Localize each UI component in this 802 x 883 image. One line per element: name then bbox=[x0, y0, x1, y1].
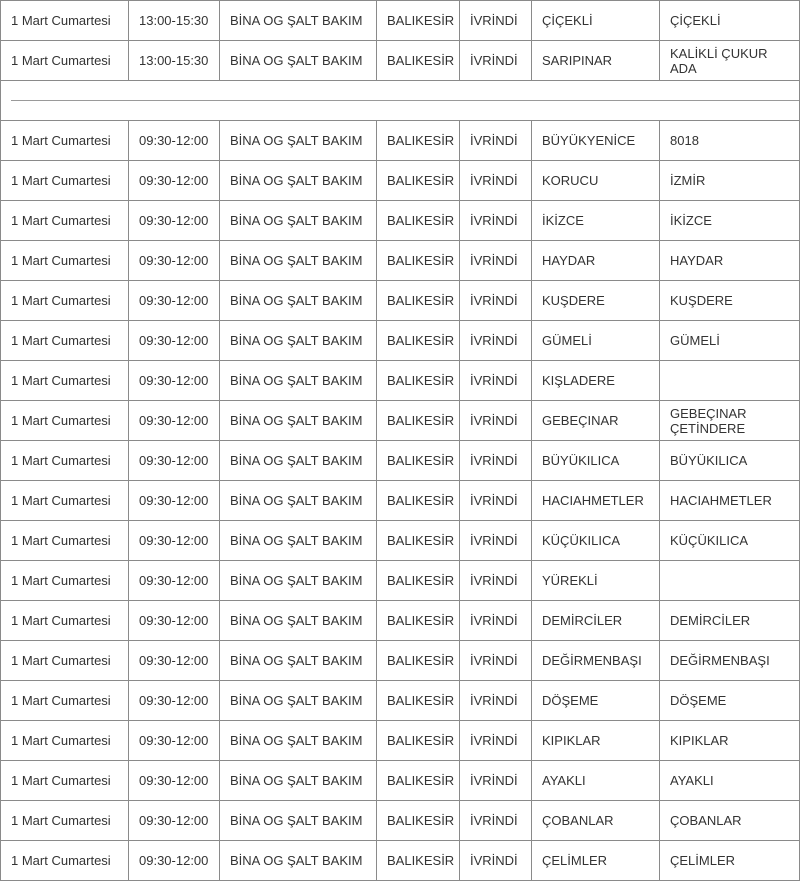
table-row bbox=[0, 601, 800, 641]
time-cell: 09:30-12:00 bbox=[129, 601, 220, 641]
district-cell: İVRİNDİ bbox=[460, 641, 532, 681]
street-cell: DÖŞEME bbox=[660, 681, 800, 721]
street-cell: HAYDAR bbox=[660, 241, 800, 281]
street-cell: GÜMELİ bbox=[660, 321, 800, 361]
time-cell: 09:30-12:00 bbox=[129, 321, 220, 361]
district-cell: İVRİNDİ bbox=[460, 41, 532, 81]
street-cell: 8018 bbox=[660, 121, 800, 161]
date-cell: 1 Mart Cumartesi bbox=[0, 521, 129, 561]
neighborhood-cell: YÜREKLİ bbox=[532, 561, 660, 601]
neighborhood-cell: KÜÇÜKILICA bbox=[532, 521, 660, 561]
work-type-cell: BİNA OG ŞALT BAKIM bbox=[220, 641, 377, 681]
city-cell: BALIKESİR bbox=[377, 241, 460, 281]
city-cell: BALIKESİR bbox=[377, 201, 460, 241]
time-cell: 09:30-12:00 bbox=[129, 681, 220, 721]
city-cell: BALIKESİR bbox=[377, 41, 460, 81]
neighborhood-cell: KORUCU bbox=[532, 161, 660, 201]
table-row bbox=[0, 521, 800, 561]
street-cell bbox=[660, 561, 800, 601]
street-cell: ÇELİMLER bbox=[660, 841, 800, 881]
district-cell: İVRİNDİ bbox=[460, 841, 532, 881]
city-cell: BALIKESİR bbox=[377, 521, 460, 561]
time-cell: 09:30-12:00 bbox=[129, 401, 220, 441]
work-type-cell: BİNA OG ŞALT BAKIM bbox=[220, 401, 377, 441]
work-type-cell: BİNA OG ŞALT BAKIM bbox=[220, 561, 377, 601]
table-row bbox=[0, 401, 800, 441]
neighborhood-cell: BÜYÜKILICA bbox=[532, 441, 660, 481]
district-cell: İVRİNDİ bbox=[460, 801, 532, 841]
table-row bbox=[0, 441, 800, 481]
neighborhood-cell: İKİZCE bbox=[532, 201, 660, 241]
time-cell: 09:30-12:00 bbox=[129, 561, 220, 601]
table-row bbox=[0, 241, 800, 281]
table-row bbox=[0, 561, 800, 601]
date-cell: 1 Mart Cumartesi bbox=[0, 201, 129, 241]
date-cell: 1 Mart Cumartesi bbox=[0, 601, 129, 641]
street-cell: KIPIKLAR bbox=[660, 721, 800, 761]
table-row bbox=[0, 801, 800, 841]
neighborhood-cell: KUŞDERE bbox=[532, 281, 660, 321]
work-type-cell: BİNA OG ŞALT BAKIM bbox=[220, 681, 377, 721]
neighborhood-cell: HACIAHMETLER bbox=[532, 481, 660, 521]
work-type-cell: BİNA OG ŞALT BAKIM bbox=[220, 361, 377, 401]
district-cell: İVRİNDİ bbox=[460, 441, 532, 481]
neighborhood-cell: SARIPINAR bbox=[532, 41, 660, 81]
street-cell: ÇOBANLAR bbox=[660, 801, 800, 841]
table-row bbox=[0, 361, 800, 401]
neighborhood-cell: DEĞİRMENBAŞI bbox=[532, 641, 660, 681]
time-cell: 09:30-12:00 bbox=[129, 281, 220, 321]
city-cell: BALIKESİR bbox=[377, 121, 460, 161]
table-row bbox=[0, 841, 800, 881]
date-cell: 1 Mart Cumartesi bbox=[0, 441, 129, 481]
neighborhood-cell: HAYDAR bbox=[532, 241, 660, 281]
street-cell: AYAKLI bbox=[660, 761, 800, 801]
street-cell: İKİZCE bbox=[660, 201, 800, 241]
district-cell: İVRİNDİ bbox=[460, 161, 532, 201]
date-cell: 1 Mart Cumartesi bbox=[0, 481, 129, 521]
neighborhood-cell: AYAKLI bbox=[532, 761, 660, 801]
neighborhood-cell: BÜYÜKYENİCE bbox=[532, 121, 660, 161]
horizontal-rule bbox=[11, 100, 799, 101]
table-row bbox=[0, 201, 800, 241]
city-cell: BALIKESİR bbox=[377, 641, 460, 681]
street-cell: HACIAHMETLER bbox=[660, 481, 800, 521]
date-cell: 1 Mart Cumartesi bbox=[0, 121, 129, 161]
district-cell: İVRİNDİ bbox=[460, 121, 532, 161]
district-cell: İVRİNDİ bbox=[460, 481, 532, 521]
work-type-cell: BİNA OG ŞALT BAKIM bbox=[220, 841, 377, 881]
street-cell: GEBEÇINAR ÇETİNDERE bbox=[660, 401, 800, 441]
district-cell: İVRİNDİ bbox=[460, 761, 532, 801]
work-type-cell: BİNA OG ŞALT BAKIM bbox=[220, 161, 377, 201]
date-cell: 1 Mart Cumartesi bbox=[0, 1, 129, 41]
date-cell: 1 Mart Cumartesi bbox=[0, 321, 129, 361]
time-cell: 13:00-15:30 bbox=[129, 1, 220, 41]
date-cell: 1 Mart Cumartesi bbox=[0, 161, 129, 201]
city-cell: BALIKESİR bbox=[377, 761, 460, 801]
district-cell: İVRİNDİ bbox=[460, 601, 532, 641]
district-cell: İVRİNDİ bbox=[460, 1, 532, 41]
city-cell: BALIKESİR bbox=[377, 721, 460, 761]
city-cell: BALIKESİR bbox=[377, 681, 460, 721]
district-cell: İVRİNDİ bbox=[460, 521, 532, 561]
time-cell: 09:30-12:00 bbox=[129, 481, 220, 521]
date-cell: 1 Mart Cumartesi bbox=[0, 401, 129, 441]
date-cell: 1 Mart Cumartesi bbox=[0, 801, 129, 841]
work-type-cell: BİNA OG ŞALT BAKIM bbox=[220, 1, 377, 41]
work-type-cell: BİNA OG ŞALT BAKIM bbox=[220, 121, 377, 161]
date-cell: 1 Mart Cumartesi bbox=[0, 681, 129, 721]
work-type-cell: BİNA OG ŞALT BAKIM bbox=[220, 321, 377, 361]
date-cell: 1 Mart Cumartesi bbox=[0, 241, 129, 281]
street-cell: KALİKLİ ÇUKUR ADA bbox=[660, 41, 800, 81]
work-type-cell: BİNA OG ŞALT BAKIM bbox=[220, 721, 377, 761]
city-cell: BALIKESİR bbox=[377, 801, 460, 841]
time-cell: 09:30-12:00 bbox=[129, 241, 220, 281]
city-cell: BALIKESİR bbox=[377, 161, 460, 201]
date-cell: 1 Mart Cumartesi bbox=[0, 641, 129, 681]
table-row bbox=[0, 121, 800, 161]
city-cell: BALIKESİR bbox=[377, 841, 460, 881]
time-cell: 09:30-12:00 bbox=[129, 641, 220, 681]
date-cell: 1 Mart Cumartesi bbox=[0, 361, 129, 401]
neighborhood-cell: GÜMELİ bbox=[532, 321, 660, 361]
date-cell: 1 Mart Cumartesi bbox=[0, 41, 129, 81]
work-type-cell: BİNA OG ŞALT BAKIM bbox=[220, 521, 377, 561]
time-cell: 09:30-12:00 bbox=[129, 521, 220, 561]
neighborhood-cell: ÇOBANLAR bbox=[532, 801, 660, 841]
time-cell: 09:30-12:00 bbox=[129, 121, 220, 161]
work-type-cell: BİNA OG ŞALT BAKIM bbox=[220, 761, 377, 801]
city-cell: BALIKESİR bbox=[377, 481, 460, 521]
district-cell: İVRİNDİ bbox=[460, 241, 532, 281]
city-cell: BALIKESİR bbox=[377, 601, 460, 641]
street-cell: ÇİÇEKLİ bbox=[660, 1, 800, 41]
time-cell: 09:30-12:00 bbox=[129, 361, 220, 401]
district-cell: İVRİNDİ bbox=[460, 401, 532, 441]
city-cell: BALIKESİR bbox=[377, 1, 460, 41]
street-cell: BÜYÜKILICA bbox=[660, 441, 800, 481]
time-cell: 09:30-12:00 bbox=[129, 721, 220, 761]
time-cell: 09:30-12:00 bbox=[129, 801, 220, 841]
street-cell: İZMİR bbox=[660, 161, 800, 201]
district-cell: İVRİNDİ bbox=[460, 681, 532, 721]
table-row bbox=[0, 641, 800, 681]
table-row bbox=[0, 41, 800, 81]
street-cell: KUŞDERE bbox=[660, 281, 800, 321]
work-type-cell: BİNA OG ŞALT BAKIM bbox=[220, 601, 377, 641]
city-cell: BALIKESİR bbox=[377, 561, 460, 601]
city-cell: BALIKESİR bbox=[377, 321, 460, 361]
time-cell: 09:30-12:00 bbox=[129, 841, 220, 881]
street-cell bbox=[660, 361, 800, 401]
work-type-cell: BİNA OG ŞALT BAKIM bbox=[220, 481, 377, 521]
work-type-cell: BİNA OG ŞALT BAKIM bbox=[220, 41, 377, 81]
time-cell: 09:30-12:00 bbox=[129, 201, 220, 241]
time-cell: 09:30-12:00 bbox=[129, 761, 220, 801]
city-cell: BALIKESİR bbox=[377, 401, 460, 441]
district-cell: İVRİNDİ bbox=[460, 561, 532, 601]
street-cell: KÜÇÜKILICA bbox=[660, 521, 800, 561]
district-cell: İVRİNDİ bbox=[460, 201, 532, 241]
neighborhood-cell: DEMİRCİLER bbox=[532, 601, 660, 641]
table-row bbox=[0, 721, 800, 761]
city-cell: BALIKESİR bbox=[377, 441, 460, 481]
street-cell: DEĞİRMENBAŞI bbox=[660, 641, 800, 681]
neighborhood-cell: ÇELİMLER bbox=[532, 841, 660, 881]
table-row bbox=[0, 681, 800, 721]
work-type-cell: BİNA OG ŞALT BAKIM bbox=[220, 201, 377, 241]
street-cell: DEMİRCİLER bbox=[660, 601, 800, 641]
date-cell: 1 Mart Cumartesi bbox=[0, 561, 129, 601]
neighborhood-cell: KIŞLADERE bbox=[532, 361, 660, 401]
date-cell: 1 Mart Cumartesi bbox=[0, 721, 129, 761]
district-cell: İVRİNDİ bbox=[460, 281, 532, 321]
time-cell: 13:00-15:30 bbox=[129, 41, 220, 81]
date-cell: 1 Mart Cumartesi bbox=[0, 761, 129, 801]
work-type-cell: BİNA OG ŞALT BAKIM bbox=[220, 241, 377, 281]
table-row bbox=[0, 161, 800, 201]
neighborhood-cell: GEBEÇINAR bbox=[532, 401, 660, 441]
time-cell: 09:30-12:00 bbox=[129, 441, 220, 481]
district-cell: İVRİNDİ bbox=[460, 361, 532, 401]
city-cell: BALIKESİR bbox=[377, 281, 460, 321]
section-separator bbox=[0, 81, 800, 121]
neighborhood-cell: ÇİÇEKLİ bbox=[532, 1, 660, 41]
work-type-cell: BİNA OG ŞALT BAKIM bbox=[220, 441, 377, 481]
time-cell: 09:30-12:00 bbox=[129, 161, 220, 201]
table-row bbox=[0, 1, 800, 41]
date-cell: 1 Mart Cumartesi bbox=[0, 841, 129, 881]
date-cell: 1 Mart Cumartesi bbox=[0, 281, 129, 321]
work-type-cell: BİNA OG ŞALT BAKIM bbox=[220, 281, 377, 321]
table-row bbox=[0, 761, 800, 801]
table-row bbox=[0, 481, 800, 521]
district-cell: İVRİNDİ bbox=[460, 721, 532, 761]
district-cell: İVRİNDİ bbox=[460, 321, 532, 361]
work-type-cell: BİNA OG ŞALT BAKIM bbox=[220, 801, 377, 841]
city-cell: BALIKESİR bbox=[377, 361, 460, 401]
neighborhood-cell: DÖŞEME bbox=[532, 681, 660, 721]
neighborhood-cell: KIPIKLAR bbox=[532, 721, 660, 761]
table-row bbox=[0, 321, 800, 361]
table-row bbox=[0, 281, 800, 321]
